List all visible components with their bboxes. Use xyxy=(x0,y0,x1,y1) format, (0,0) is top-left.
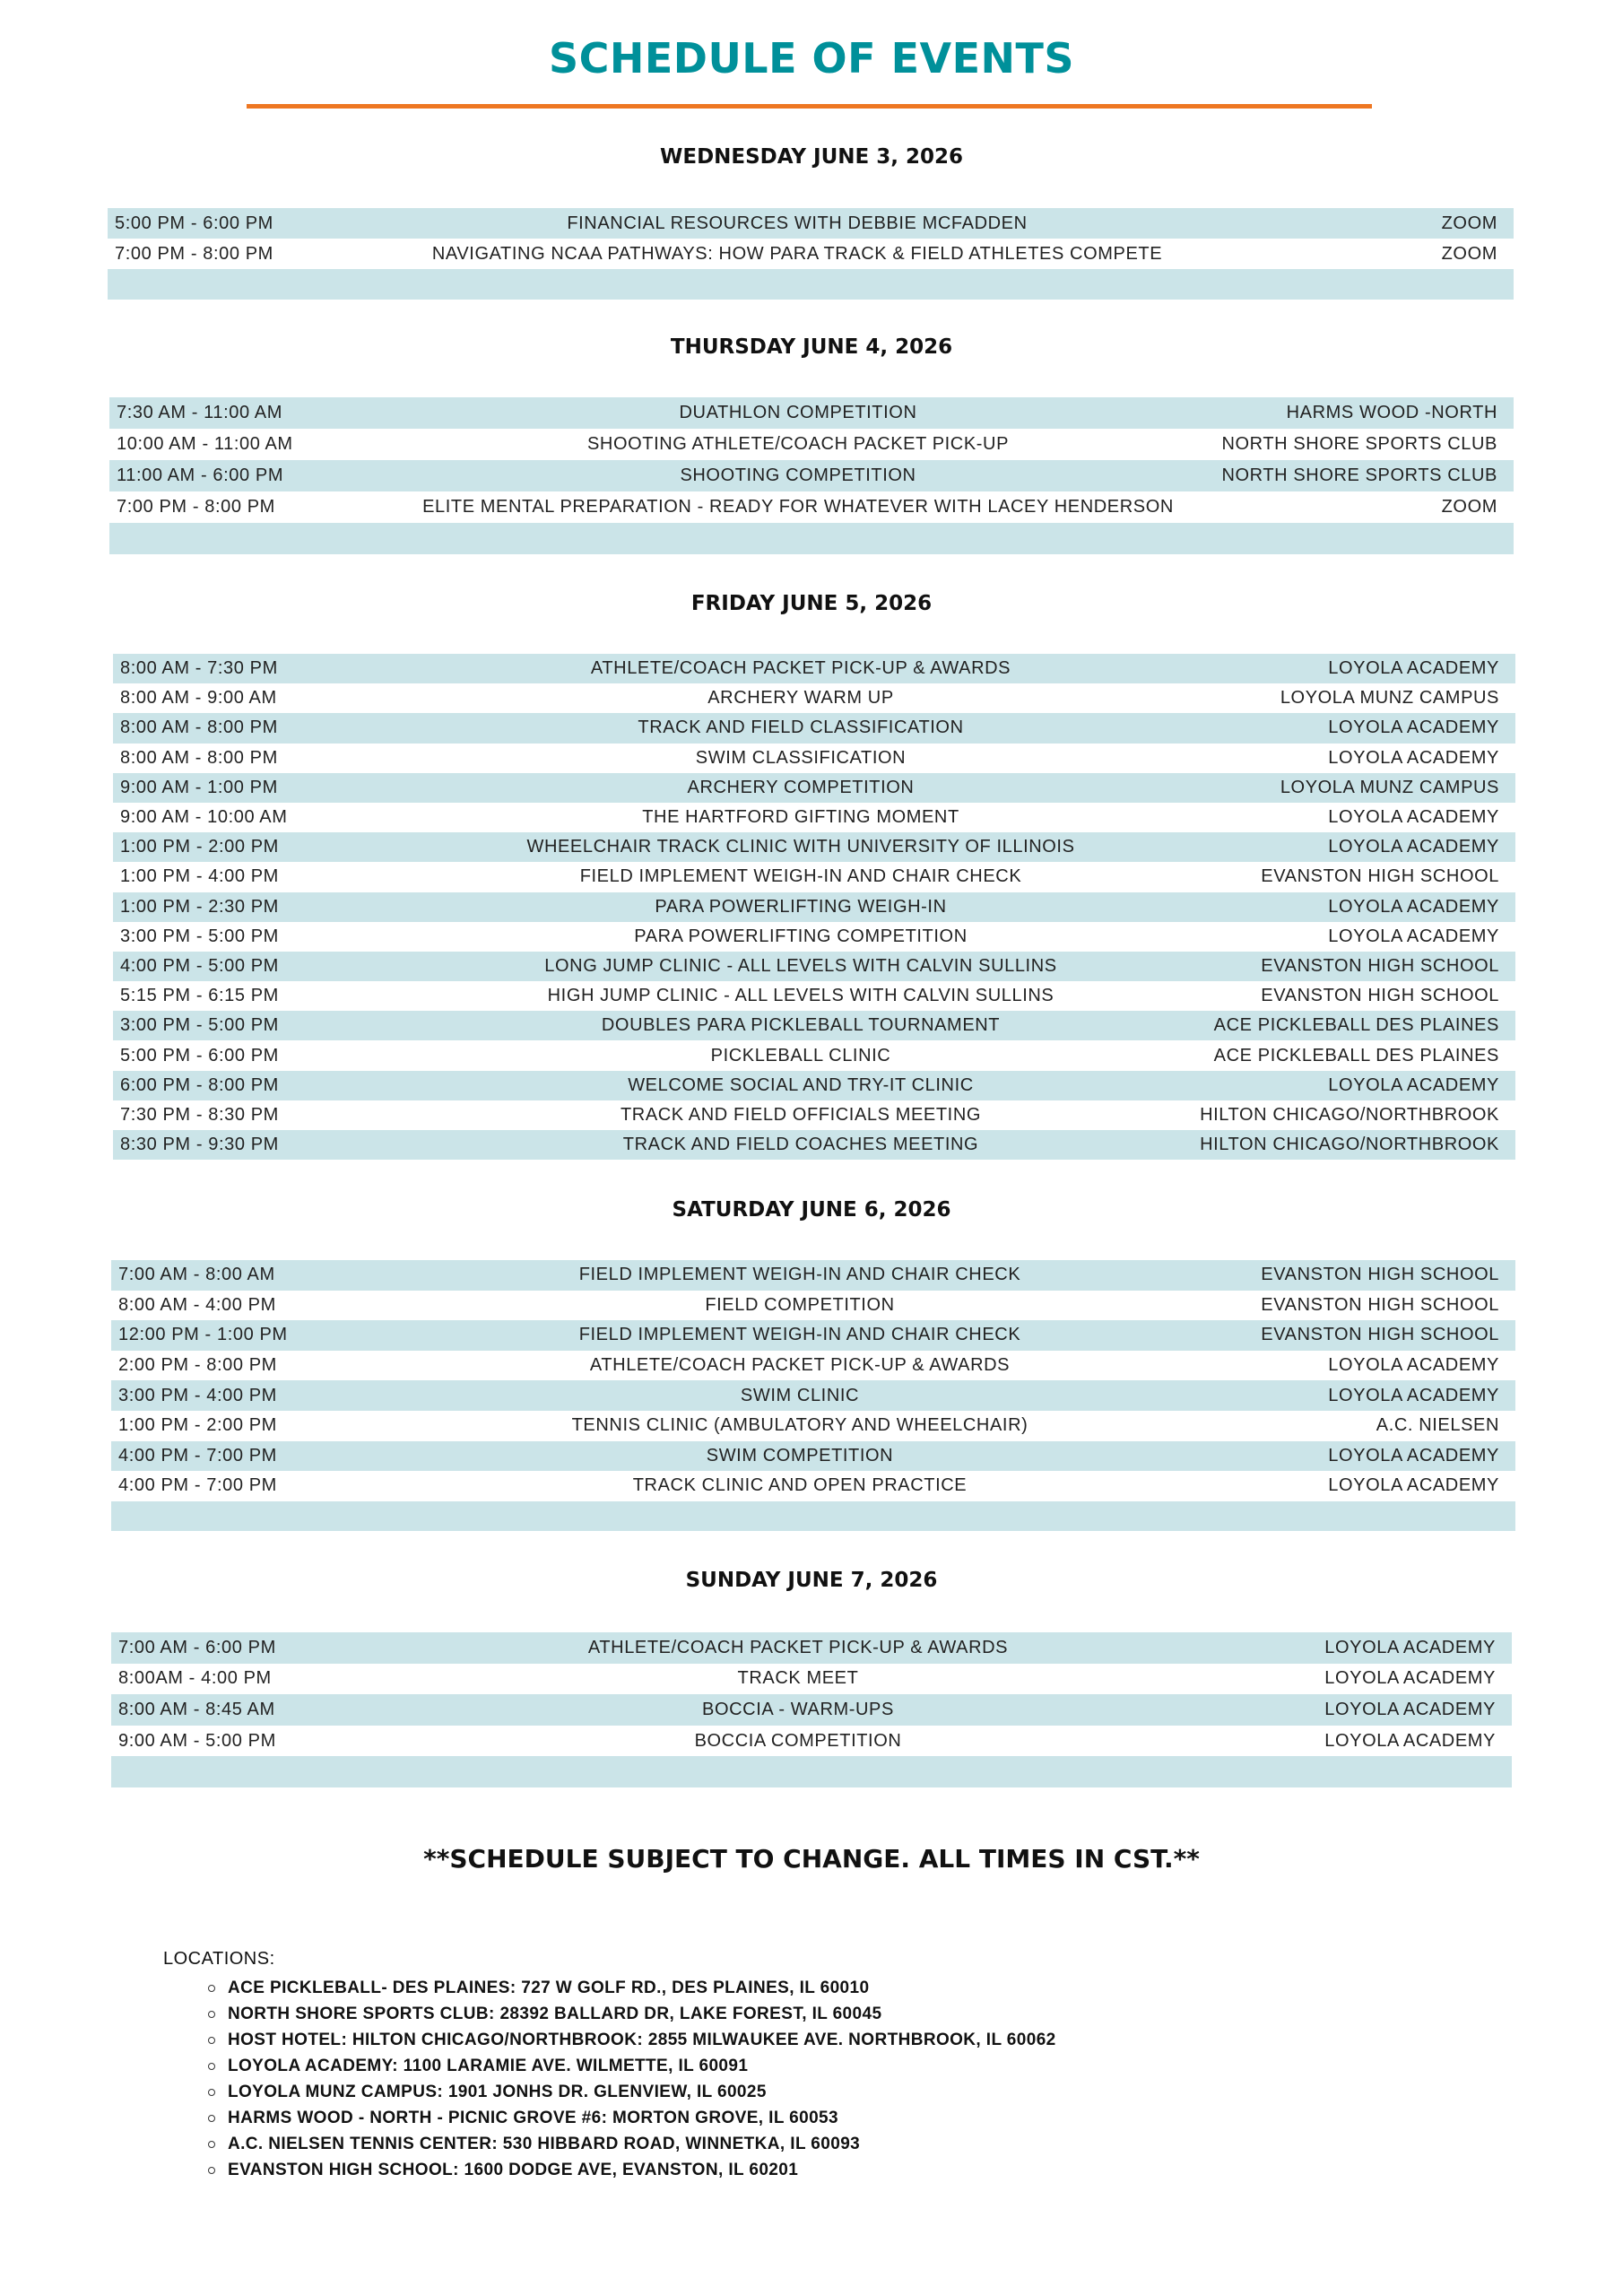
event-time: 8:00 AM - 7:30 PM xyxy=(120,658,278,679)
circle-bullet-icon xyxy=(208,2115,215,2122)
schedule-row xyxy=(108,208,1514,239)
location-item xyxy=(208,2105,1056,2131)
location-item xyxy=(208,2001,1056,2027)
schedule-row xyxy=(109,491,1514,523)
location-text: EVANSTON HIGH SCHOOL: 1600 DODGE AVE, EVANSTON, IL 60201 xyxy=(228,2161,799,2179)
event-name: FIELD IMPLEMENT WEIGH-IN AND CHAIR CHECK xyxy=(578,1265,1021,1285)
event-name: SWIM CLASSIFICATION xyxy=(695,747,907,768)
event-name: DUATHLON COMPETITION xyxy=(679,403,917,422)
event-location: EVANSTON HIGH SCHOOL xyxy=(1261,1265,1499,1285)
schedule-row xyxy=(111,1320,1515,1351)
event-name: ATHLETE/COACH PACKET PICK-UP & AWARDS xyxy=(587,1637,1009,1657)
schedule-row xyxy=(111,1291,1515,1321)
event-name: THE HARTFORD GIFTING MOMENT xyxy=(642,807,959,828)
event-location: LOYOLA ACADEMY xyxy=(1324,1699,1496,1719)
event-location: LOYOLA ACADEMY xyxy=(1328,837,1499,857)
title-divider xyxy=(247,104,1372,109)
schedule-row-empty xyxy=(111,1756,1512,1787)
event-location: LOYOLA ACADEMY xyxy=(1328,1385,1499,1405)
event-location: LOYOLA MUNZ CAMPUS xyxy=(1280,688,1499,709)
event-time: 7:30 PM - 8:30 PM xyxy=(120,1104,279,1125)
event-name: TENNIS CLINIC (AMBULATORY AND WHEELCHAIR) xyxy=(571,1415,1028,1436)
location-item xyxy=(208,2027,1056,2053)
location-text: HARMS WOOD - NORTH - PICNIC GROVE #6: MORTON GROVE, IL 60053 xyxy=(228,2109,838,2127)
event-name: LONG JUMP CLINIC - ALL LEVELS WITH CALVIN SULLINS xyxy=(544,955,1057,976)
schedule-row xyxy=(113,922,1515,952)
schedule-row xyxy=(111,1694,1512,1726)
location-text: NORTH SHORE SPORTS CLUB: 28392 BALLARD DR, LAKE FOREST, IL 60045 xyxy=(228,2005,882,2023)
schedule-row xyxy=(113,683,1515,713)
event-name: ELITE MENTAL PREPARATION - READY FOR WHATEVER WITH LACEY HENDERSON xyxy=(422,497,1174,517)
schedule-row xyxy=(111,1441,1515,1472)
location-item xyxy=(208,2053,1056,2079)
circle-bullet-icon xyxy=(208,2141,215,2148)
event-time: 1:00 PM - 2:00 PM xyxy=(120,837,279,857)
circle-bullet-icon xyxy=(208,2037,215,2044)
day-heading-wednesday: WEDNESDAY JUNE 3, 2026 xyxy=(659,145,963,169)
schedule-row xyxy=(113,952,1515,981)
event-location: LOYOLA ACADEMY xyxy=(1328,896,1499,917)
event-name: FINANCIAL RESOURCES WITH DEBBIE MCFADDEN xyxy=(567,213,1028,233)
event-time: 3:00 PM - 4:00 PM xyxy=(118,1385,277,1405)
schedule-row xyxy=(113,1011,1515,1040)
event-name: PICKLEBALL CLINIC xyxy=(710,1045,891,1065)
event-location: ZOOM xyxy=(1441,213,1497,233)
day-heading-sunday: SUNDAY JUNE 7, 2026 xyxy=(685,1569,938,1592)
event-name: SHOOTING COMPETITION xyxy=(680,465,916,485)
event-time: 8:00 AM - 8:00 PM xyxy=(120,718,278,738)
event-location: HARMS WOOD -NORTH xyxy=(1286,403,1497,422)
schedule-row xyxy=(113,892,1515,922)
schedule-row-empty xyxy=(109,523,1514,554)
event-name: SWIM CLINIC xyxy=(740,1385,860,1405)
event-name: NAVIGATING NCAA PATHWAYS: HOW PARA TRACK & FIELD ATHLETES COMPETE xyxy=(431,243,1163,264)
event-location: NORTH SHORE SPORTS CLUB xyxy=(1221,434,1497,454)
schedule-row xyxy=(111,1726,1512,1757)
event-location: LOYOLA ACADEMY xyxy=(1328,718,1499,738)
event-time: 8:00 AM - 4:00 PM xyxy=(118,1294,276,1315)
event-time: 5:00 PM - 6:00 PM xyxy=(120,1045,279,1065)
event-name: WHEELCHAIR TRACK CLINIC WITH UNIVERSITY OF ILLINOIS xyxy=(526,837,1075,857)
event-time: 7:00 AM - 6:00 PM xyxy=(118,1637,276,1657)
schedule-row xyxy=(113,803,1515,832)
day-heading-saturday: SATURDAY JUNE 6, 2026 xyxy=(672,1198,951,1222)
event-time: 1:00 PM - 4:00 PM xyxy=(120,866,279,887)
locations-heading: LOCATIONS: xyxy=(163,1949,275,1969)
event-time: 10:00 AM - 11:00 AM xyxy=(117,434,293,454)
event-name: FIELD IMPLEMENT WEIGH-IN AND CHAIR CHECK xyxy=(579,866,1022,887)
event-location: EVANSTON HIGH SCHOOL xyxy=(1261,955,1499,976)
location-item xyxy=(208,2157,1056,2183)
schedule-row xyxy=(109,397,1514,429)
day-heading-thursday: THURSDAY JUNE 4, 2026 xyxy=(670,335,953,359)
event-location: LOYOLA ACADEMY xyxy=(1324,1668,1496,1689)
event-name: ATHLETE/COACH PACKET PICK-UP & AWARDS xyxy=(589,1355,1011,1376)
event-name: TRACK AND FIELD OFFICIALS MEETING xyxy=(620,1104,982,1125)
location-text: ACE PICKLEBALL- DES PLAINES: 727 W GOLF RD., DES PLAINES, IL 60010 xyxy=(228,1979,870,1997)
event-location: LOYOLA ACADEMY xyxy=(1328,747,1499,768)
event-location: ZOOM xyxy=(1441,243,1497,264)
location-text: A.C. NIELSEN TENNIS CENTER: 530 HIBBARD ROAD, WINNETKA, IL 60093 xyxy=(228,2135,861,2153)
schedule-row xyxy=(113,773,1515,803)
event-location: HILTON CHICAGO/NORTHBROOK xyxy=(1200,1135,1499,1155)
schedule-table-thursday xyxy=(109,397,1514,554)
schedule-row-empty xyxy=(108,269,1514,300)
schedule-row xyxy=(113,981,1515,1011)
schedule-row xyxy=(111,1471,1515,1501)
event-time: 4:00 PM - 7:00 PM xyxy=(118,1475,277,1496)
schedule-row xyxy=(111,1632,1512,1664)
schedule-row xyxy=(113,713,1515,743)
event-name: ARCHERY WARM UP xyxy=(707,688,894,709)
event-name: PARA POWERLIFTING WEIGH-IN xyxy=(655,896,947,917)
schedule-row xyxy=(113,654,1515,683)
event-name: ATHLETE/COACH PACKET PICK-UP & AWARDS xyxy=(590,658,1011,679)
event-location: LOYOLA ACADEMY xyxy=(1328,1074,1499,1095)
event-name: BOCCIA COMPETITION xyxy=(694,1730,902,1751)
location-item xyxy=(208,1975,1056,2001)
schedule-row xyxy=(111,1260,1515,1291)
event-time: 9:00 AM - 10:00 AM xyxy=(120,807,288,828)
event-time: 9:00 AM - 1:00 PM xyxy=(120,777,278,797)
locations-list xyxy=(208,1975,1056,2183)
event-time: 6:00 PM - 8:00 PM xyxy=(120,1074,279,1095)
event-name: TRACK AND FIELD COACHES MEETING xyxy=(622,1135,979,1155)
event-time: 5:00 PM - 6:00 PM xyxy=(115,213,273,233)
schedule-row xyxy=(113,862,1515,891)
event-time: 7:00 AM - 8:00 AM xyxy=(118,1265,275,1285)
schedule-row xyxy=(113,1100,1515,1130)
event-location: ACE PICKLEBALL DES PLAINES xyxy=(1213,1015,1499,1036)
event-time: 3:00 PM - 5:00 PM xyxy=(120,1015,279,1036)
event-name: BOCCIA - WARM-UPS xyxy=(702,1699,894,1719)
event-time: 8:00AM - 4:00 PM xyxy=(118,1668,272,1689)
event-name: DOUBLES PARA PICKLEBALL TOURNAMENT xyxy=(601,1015,1001,1036)
schedule-row xyxy=(113,1130,1515,1160)
event-location: EVANSTON HIGH SCHOOL xyxy=(1261,1325,1499,1345)
circle-bullet-icon xyxy=(208,1985,215,1992)
event-time: 9:00 AM - 5:00 PM xyxy=(118,1730,276,1751)
schedule-table-friday xyxy=(113,654,1515,1160)
event-time: 5:15 PM - 6:15 PM xyxy=(120,986,279,1006)
schedule-row xyxy=(113,832,1515,862)
event-location: LOYOLA ACADEMY xyxy=(1328,1355,1499,1376)
schedule-row xyxy=(109,429,1514,460)
event-location: A.C. NIELSEN xyxy=(1376,1415,1499,1436)
event-location: LOYOLA ACADEMY xyxy=(1328,926,1499,946)
event-time: 8:30 PM - 9:30 PM xyxy=(120,1135,279,1155)
event-name: TRACK CLINIC AND OPEN PRACTICE xyxy=(632,1475,968,1496)
schedule-table-saturday xyxy=(111,1260,1515,1531)
event-name: SWIM COMPETITION xyxy=(706,1445,894,1465)
schedule-row-empty xyxy=(111,1501,1515,1532)
event-location: LOYOLA ACADEMY xyxy=(1328,1475,1499,1496)
event-time: 1:00 PM - 2:30 PM xyxy=(120,896,279,917)
event-time: 8:00 AM - 9:00 AM xyxy=(120,688,277,709)
location-text: LOYOLA MUNZ CAMPUS: 1901 JONHS DR. GLENVIEW, IL 60025 xyxy=(228,2083,767,2101)
event-time: 3:00 PM - 5:00 PM xyxy=(120,926,279,946)
event-name: TRACK AND FIELD CLASSIFICATION xyxy=(638,718,964,738)
schedule-row xyxy=(109,460,1514,491)
schedule-row xyxy=(111,1664,1512,1695)
location-item xyxy=(208,2079,1056,2105)
schedule-table-wednesday xyxy=(108,208,1514,300)
circle-bullet-icon xyxy=(208,2011,215,2018)
page-title: SCHEDULE OF EVENTS xyxy=(548,34,1075,83)
event-name: TRACK MEET xyxy=(737,1668,859,1689)
circle-bullet-icon xyxy=(208,2167,215,2174)
event-time: 8:00 AM - 8:00 PM xyxy=(120,747,278,768)
day-heading-friday: FRIDAY JUNE 5, 2026 xyxy=(690,592,933,615)
event-name: SHOOTING ATHLETE/COACH PACKET PICK-UP xyxy=(586,434,1010,454)
event-name: PARA POWERLIFTING COMPETITION xyxy=(634,926,968,946)
event-location: EVANSTON HIGH SCHOOL xyxy=(1261,1294,1499,1315)
event-location: LOYOLA MUNZ CAMPUS xyxy=(1280,777,1499,797)
event-name: ARCHERY COMPETITION xyxy=(687,777,915,797)
event-location: ACE PICKLEBALL DES PLAINES xyxy=(1213,1045,1499,1065)
event-location: NORTH SHORE SPORTS CLUB xyxy=(1221,465,1497,485)
event-time: 7:30 AM - 11:00 AM xyxy=(117,403,282,422)
location-item xyxy=(208,2131,1056,2157)
event-location: LOYOLA ACADEMY xyxy=(1324,1637,1496,1657)
schedule-row xyxy=(111,1411,1515,1441)
event-location: EVANSTON HIGH SCHOOL xyxy=(1261,986,1499,1006)
event-time: 4:00 PM - 5:00 PM xyxy=(120,955,279,976)
event-name: HIGH JUMP CLINIC - ALL LEVELS WITH CALVIN SULLINS xyxy=(547,986,1055,1006)
circle-bullet-icon xyxy=(208,2089,215,2096)
event-time: 4:00 PM - 7:00 PM xyxy=(118,1445,277,1465)
circle-bullet-icon xyxy=(208,2063,215,2070)
event-name: FIELD IMPLEMENT WEIGH-IN AND CHAIR CHECK xyxy=(578,1325,1021,1345)
event-name: FIELD COMPETITION xyxy=(705,1294,895,1315)
schedule-table-sunday xyxy=(111,1632,1512,1787)
schedule-row xyxy=(113,1040,1515,1070)
schedule-row xyxy=(108,239,1514,269)
schedule-row xyxy=(113,1071,1515,1100)
event-time: 1:00 PM - 2:00 PM xyxy=(118,1415,277,1436)
event-location: EVANSTON HIGH SCHOOL xyxy=(1261,866,1499,887)
event-location: LOYOLA ACADEMY xyxy=(1328,807,1499,828)
schedule-row xyxy=(113,744,1515,773)
schedule-row xyxy=(111,1351,1515,1381)
location-text: LOYOLA ACADEMY: 1100 LARAMIE AVE. WILMETTE, IL 60091 xyxy=(228,2057,749,2075)
event-time: 7:00 PM - 8:00 PM xyxy=(117,497,275,517)
event-time: 11:00 AM - 6:00 PM xyxy=(117,465,284,485)
event-location: LOYOLA ACADEMY xyxy=(1328,1445,1499,1465)
event-time: 2:00 PM - 8:00 PM xyxy=(118,1355,277,1376)
event-time: 8:00 AM - 8:45 AM xyxy=(118,1699,275,1719)
schedule-row xyxy=(111,1380,1515,1411)
event-location: LOYOLA ACADEMY xyxy=(1324,1730,1496,1751)
event-location: HILTON CHICAGO/NORTHBROOK xyxy=(1200,1104,1499,1125)
location-text: HOST HOTEL: HILTON CHICAGO/NORTHBROOK: 2855 MILWAUKEE AVE. NORTHBROOK, IL 60062 xyxy=(228,2031,1056,2049)
event-location: ZOOM xyxy=(1441,497,1497,517)
event-time: 12:00 PM - 1:00 PM xyxy=(118,1325,288,1345)
event-time: 7:00 PM - 8:00 PM xyxy=(115,243,273,264)
event-location: LOYOLA ACADEMY xyxy=(1328,658,1499,679)
schedule-disclaimer: **SCHEDULE SUBJECT TO CHANGE. ALL TIMES IN CST.** xyxy=(423,1844,1200,1874)
event-name: WELCOME SOCIAL AND TRY-IT CLINIC xyxy=(628,1074,974,1095)
